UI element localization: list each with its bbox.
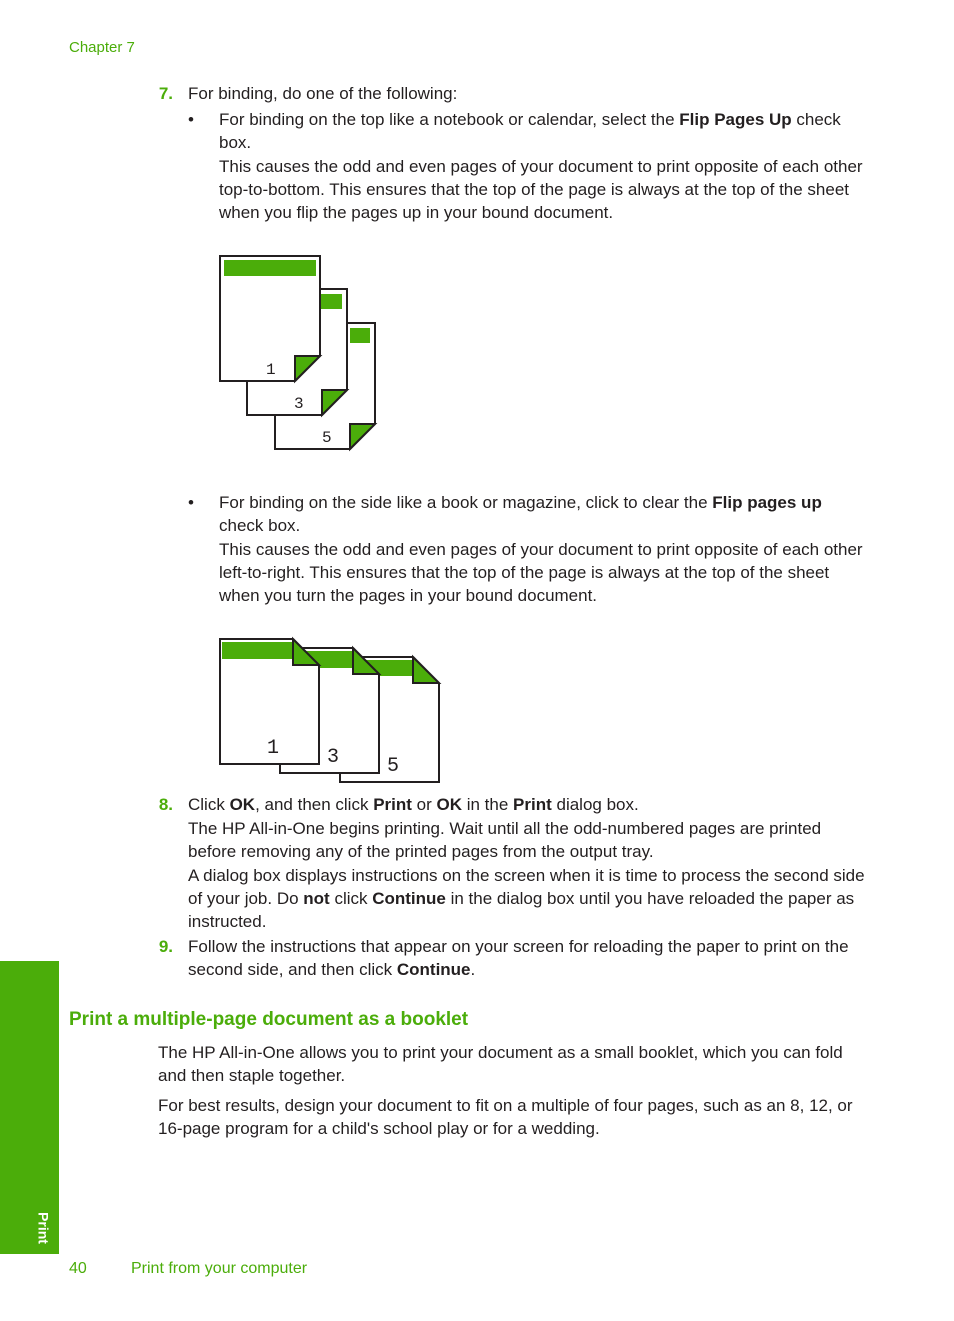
flip-pages-up-figure [210, 248, 390, 458]
page-1 [220, 256, 320, 381]
bullet-2-detail: This causes the odd and even pages of your document to print opposite of each other left-to-right. This ensures that the top of the page is always at the top of the sheet when you turn the pages in your bound document. [219, 540, 863, 605]
step-8-text: Click OK, and then click Print or OK in the Print dialog box. [188, 795, 639, 814]
page-1 [220, 639, 319, 764]
step-8-detail-2: A dialog box displays instructions on the screen when it is time to process the second side of your job. Do not click Continue in the dialog box until you have reloaded the paper as instructed. [188, 866, 865, 931]
step-7-text: For binding, do one of the following: [188, 84, 458, 103]
bullet-1-detail: This causes the odd and even pages of your document to print opposite of each other top-to-bottom. This ensures that the top of the page is always at the top of the sheet when you flip the pages up in your bound document. [219, 157, 863, 222]
footer-title: Print from your computer [131, 1260, 308, 1277]
bullet-1-text: For binding on the top like a notebook or calendar, select the Flip Pages Up check box. [219, 110, 841, 152]
side-tab [0, 961, 59, 1254]
page-number: 40 [69, 1260, 87, 1277]
step-7-number: 7. [158, 84, 173, 103]
bullet-marker: • [188, 493, 194, 512]
chapter-label: Chapter 7 [69, 39, 135, 56]
step-9-number: 9. [158, 937, 173, 956]
page-1-label: 1 [266, 361, 276, 379]
page-1-label: 1 [267, 737, 280, 760]
bullet-marker: • [188, 110, 194, 129]
page-5-label: 5 [322, 429, 332, 447]
section-heading: Print a multiple-page document as a booklet [69, 1009, 469, 1030]
bullet-2-text: For binding on the side like a book or magazine, click to clear the Flip pages up check box. [219, 493, 822, 535]
page-3-label: 3 [327, 746, 340, 769]
flip-pages-side-figure [210, 630, 450, 790]
side-tab-label: Print [35, 1212, 52, 1244]
section-paragraph-2: For best results, design your document to fit on a multiple of four pages, such as an 8, 12, or 16-page program for a child's school play or for a wedding. [158, 1096, 853, 1138]
section-paragraph-1: The HP All-in-One allows you to print your document as a small booklet, which you can fold and then staple together. [158, 1043, 843, 1085]
step-8-number: 8. [158, 795, 173, 814]
step-9-text: Follow the instructions that appear on your screen for reloading the paper to print on the second side, and then click Continue. [188, 937, 849, 979]
step-8-detail-1: The HP All-in-One begins printing. Wait until all the odd-numbered pages are printed before removing any of the printed pages from the output tray. [188, 819, 822, 861]
page-5-label: 5 [387, 755, 400, 778]
page-3-label: 3 [294, 395, 304, 413]
